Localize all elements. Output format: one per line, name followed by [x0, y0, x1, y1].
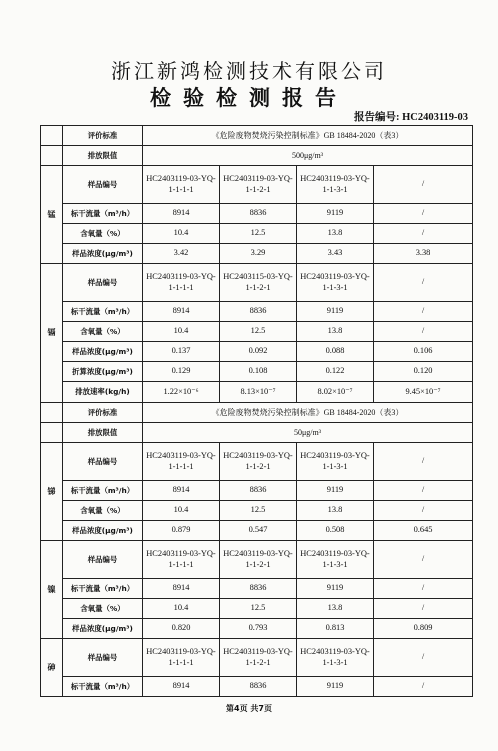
sample-id-cell: / — [374, 443, 473, 481]
table-row — [41, 443, 473, 481]
sample-id-cell: HC2403115-03-YQ-1-1-2-1 — [220, 264, 297, 302]
value-cell: 8.13×10⁻⁷ — [220, 382, 297, 403]
sample-id-cell: HC2403119-03-YQ-1-1-2-1 — [220, 639, 297, 677]
value-cell: 8836 — [220, 579, 297, 599]
row-label: 标干流量（m³/h） — [63, 677, 143, 697]
row-label: 含氧量（%） — [63, 322, 143, 342]
value-cell: 13.8 — [297, 599, 374, 619]
value-cell: 9119 — [297, 579, 374, 599]
value-cell: 0.120 — [374, 362, 473, 382]
value-cell: / — [374, 599, 473, 619]
table-row — [41, 579, 473, 599]
value-cell: / — [374, 677, 473, 697]
table-row — [41, 126, 473, 146]
row-label: 标干流量（m³/h） — [63, 481, 143, 501]
table-row — [41, 146, 473, 166]
table-row — [41, 224, 473, 244]
sample-no-label: 样品编号 — [63, 639, 143, 677]
value-cell: 8914 — [143, 677, 220, 697]
value-cell: 0.879 — [143, 521, 220, 541]
row-label: 标干流量（m³/h） — [63, 204, 143, 224]
table-row — [41, 501, 473, 521]
row-label: 标干流量（m³/h） — [63, 579, 143, 599]
sample-no-label: 样品编号 — [63, 443, 143, 481]
value-cell: 0.547 — [220, 521, 297, 541]
value-cell: 13.8 — [297, 224, 374, 244]
value-cell: 8836 — [220, 677, 297, 697]
row-label: 样品浓度(μg/m³) — [63, 619, 143, 639]
value-cell: 0.122 — [297, 362, 374, 382]
value-cell: 0.645 — [374, 521, 473, 541]
table-row — [41, 639, 473, 677]
value-cell: 10.4 — [143, 599, 220, 619]
row-label: 含氧量（%） — [63, 501, 143, 521]
sample-id-cell: HC2403119-03-YQ-1-1-2-1 — [220, 541, 297, 579]
table-row — [41, 619, 473, 639]
value-cell: 12.5 — [220, 322, 297, 342]
row-label: 样品浓度(μg/m³) — [63, 342, 143, 362]
sample-id-cell: / — [374, 264, 473, 302]
value-cell: / — [374, 579, 473, 599]
sample-id-cell: HC2403119-03-YQ-1-1-1-1 — [143, 639, 220, 677]
blank-cell — [41, 126, 63, 146]
element-name: 锰 — [41, 166, 63, 264]
value-cell: 9119 — [297, 481, 374, 501]
value-cell: 0.137 — [143, 342, 220, 362]
sample-no-label: 样品编号 — [63, 264, 143, 302]
value-cell: 9119 — [297, 302, 374, 322]
value-cell: 8914 — [143, 579, 220, 599]
value-cell: 0.820 — [143, 619, 220, 639]
company-name: 浙江新鸿检测技术有限公司 — [111, 59, 387, 83]
value-cell: 0.088 — [297, 342, 374, 362]
value-cell: 9119 — [297, 677, 374, 697]
value-cell: 0.106 — [374, 342, 473, 362]
value-cell: 8836 — [220, 302, 297, 322]
sample-id-cell: HC2403119-03-YQ-1-1-3-1 — [297, 264, 374, 302]
value-cell: 0.508 — [297, 521, 374, 541]
blank-cell — [41, 146, 63, 166]
row-label: 样品浓度(μg/m³) — [63, 244, 143, 264]
limit-label: 排放限值 — [63, 423, 143, 443]
value-cell: 10.4 — [143, 322, 220, 342]
document-title: 检验检测报告 — [150, 86, 348, 110]
sample-id-cell: HC2403119-03-YQ-1-1-3-1 — [297, 166, 374, 204]
value-cell: 9.45×10⁻⁷ — [374, 382, 473, 403]
row-label: 含氧量（%） — [63, 599, 143, 619]
value-cell: 9119 — [297, 204, 374, 224]
sample-no-label: 样品编号 — [63, 166, 143, 204]
element-name: 镉 — [41, 264, 63, 403]
value-cell: 10.4 — [143, 224, 220, 244]
limit-value: 50μg/m³ — [143, 423, 473, 443]
value-cell: 8914 — [143, 481, 220, 501]
blank-cell — [41, 403, 63, 423]
sample-id-cell: / — [374, 639, 473, 677]
table-row — [41, 423, 473, 443]
value-cell: / — [374, 322, 473, 342]
eval-standard-value: 《危险废物焚烧污染控制标准》GB 18484-2020（表3） — [143, 126, 473, 146]
value-cell: 0.793 — [220, 619, 297, 639]
value-cell: / — [374, 481, 473, 501]
value-cell: 8914 — [143, 204, 220, 224]
value-cell: 0.092 — [220, 342, 297, 362]
table-row — [41, 403, 473, 423]
value-cell: / — [374, 204, 473, 224]
value-cell: 3.42 — [143, 244, 220, 264]
eval-standard-value: 《危险废物焚烧污染控制标准》GB 18484-2020（表3） — [143, 403, 473, 423]
value-cell: 3.38 — [374, 244, 473, 264]
value-cell: 0.108 — [220, 362, 297, 382]
value-cell: 0.813 — [297, 619, 374, 639]
value-cell: 1.22×10⁻⁶ — [143, 382, 220, 403]
value-cell: 8914 — [143, 302, 220, 322]
table-row — [41, 362, 473, 382]
page-footer: 第4页 共7页 — [226, 704, 272, 713]
table-row — [41, 481, 473, 501]
value-cell: 12.5 — [220, 501, 297, 521]
value-cell: 3.29 — [220, 244, 297, 264]
row-label: 含氧量（%） — [63, 224, 143, 244]
limit-value: 500μg/m³ — [143, 146, 473, 166]
value-cell: 8836 — [220, 204, 297, 224]
sample-id-cell: HC2403119-03-YQ-1-1-3-1 — [297, 443, 374, 481]
sample-id-cell: HC2403119-03-YQ-1-1-3-1 — [297, 541, 374, 579]
sample-no-label: 样品编号 — [63, 541, 143, 579]
table-row — [41, 204, 473, 224]
value-cell: 8.02×10⁻⁷ — [297, 382, 374, 403]
value-cell: / — [374, 302, 473, 322]
results-table — [40, 125, 473, 697]
value-cell: / — [374, 501, 473, 521]
sample-id-cell: HC2403119-03-YQ-1-1-1-1 — [143, 264, 220, 302]
row-label: 样品浓度(μg/m³) — [63, 521, 143, 541]
value-cell: 12.5 — [220, 599, 297, 619]
table-row — [41, 244, 473, 264]
table-row — [41, 541, 473, 579]
sample-id-cell: HC2403119-03-YQ-1-1-2-1 — [220, 166, 297, 204]
value-cell: 3.43 — [297, 244, 374, 264]
table-row — [41, 521, 473, 541]
sample-id-cell: / — [374, 166, 473, 204]
row-label: 折算浓度(μg/m³) — [63, 362, 143, 382]
sample-id-cell: HC2403119-03-YQ-1-1-1-1 — [143, 541, 220, 579]
value-cell: 13.8 — [297, 501, 374, 521]
value-cell: 13.8 — [297, 322, 374, 342]
element-name: 锑 — [41, 443, 63, 541]
sample-id-cell: HC2403119-03-YQ-1-1-3-1 — [297, 639, 374, 677]
row-label: 排放速率(kg/h) — [63, 382, 143, 403]
value-cell: / — [374, 224, 473, 244]
value-cell: 0.129 — [143, 362, 220, 382]
table-row — [41, 264, 473, 302]
table-row — [41, 599, 473, 619]
value-cell: 12.5 — [220, 224, 297, 244]
value-cell: 0.809 — [374, 619, 473, 639]
sample-id-cell: HC2403119-03-YQ-1-1-1-1 — [143, 443, 220, 481]
sample-id-cell: HC2403119-03-YQ-1-1-2-1 — [220, 443, 297, 481]
element-name: 砷 — [41, 639, 63, 697]
element-name: 镍 — [41, 541, 63, 639]
table-row — [41, 342, 473, 362]
table-row — [41, 677, 473, 697]
blank-cell — [41, 423, 63, 443]
table-row — [41, 166, 473, 204]
value-cell: 8836 — [220, 481, 297, 501]
sample-id-cell: / — [374, 541, 473, 579]
eval-standard-label: 评价标准 — [63, 403, 143, 423]
table-row — [41, 302, 473, 322]
table-row — [41, 322, 473, 342]
limit-label: 排放限值 — [63, 146, 143, 166]
value-cell: 10.4 — [143, 501, 220, 521]
table-row — [41, 382, 473, 403]
report-number: 报告编号: HC2403119-03 — [353, 112, 468, 123]
eval-standard-label: 评价标准 — [63, 126, 143, 146]
sample-id-cell: HC2403119-03-YQ-1-1-1-1 — [143, 166, 220, 204]
row-label: 标干流量（m³/h） — [63, 302, 143, 322]
